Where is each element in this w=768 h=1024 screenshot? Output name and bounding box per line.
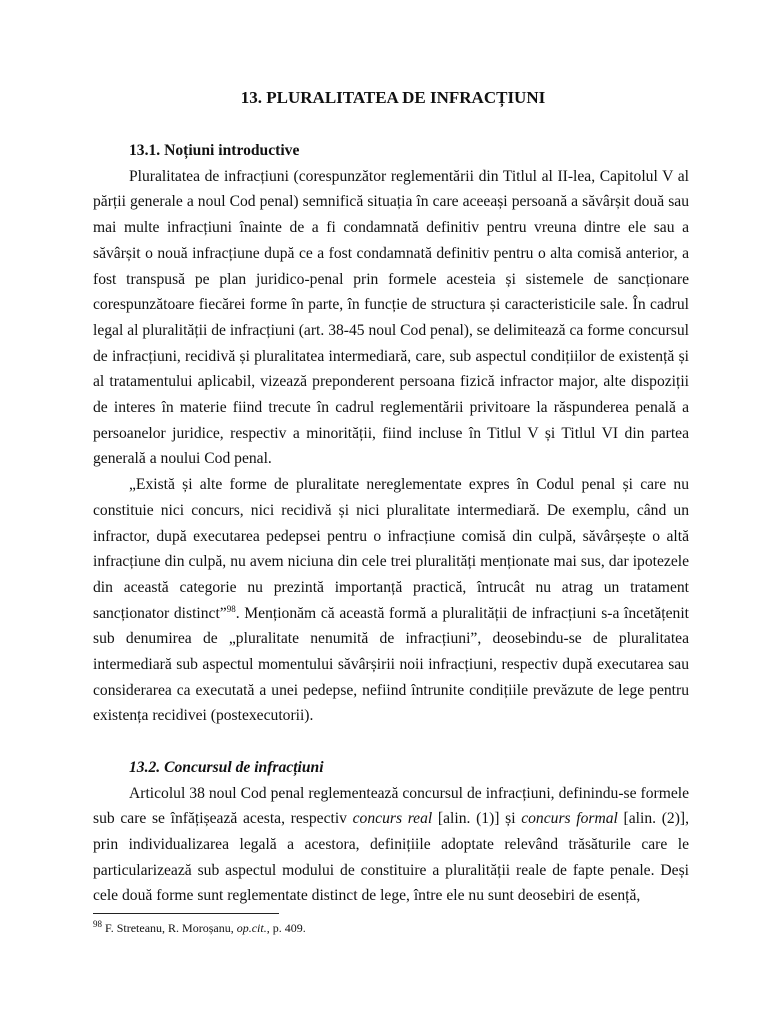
footnote-number: 98 xyxy=(93,919,102,929)
section-heading-2: 13.2. Concursul de infracțiuni xyxy=(129,758,324,776)
concurs-text-2: [alin. (1)] și xyxy=(432,810,522,828)
term-concurs-real: concurs real xyxy=(352,810,433,828)
paragraph-quote xyxy=(93,472,689,729)
footnote-source: op.cit. xyxy=(236,921,267,935)
quote-continuation: . Menționăm că această formă a pluralității de infracțiuni s-a încetățenit sub denumirea de „pluralitate nenumită de infracțiuni”, deosebindu-se de pluralitatea intermediară sub aspectul momentului săvârșirii noii infracțiuni, respectiv după executarea sau considerarea ca executată a unei pedepse, nefiind întrunite condițiile prevăzute de lege pentru existența recidivei (postexecutorii). xyxy=(93,604,689,725)
footnote-divider xyxy=(93,913,279,914)
footnote xyxy=(93,920,689,936)
paragraph-intro: Pluralitatea de infracțiuni (corespunzător reglementării din Titlul al II-lea, Capitolul V al părții generale a noul Cod penal) semnifică situația în care aceeași persoană a săvârșit două sau mai multe infracțiuni înainte de a fi condamnată definitiv pentru vreuna dintre ele sau a săvârșit o nouă infracțiune după ce a fost condamnată definitiv pentru o alta comisă anterior, a fost transpusă pe plan juridico-penal prin formele acesteia și sistemele de sancționare corespunzătoare fiecărei forme în parte, în funcție de structura și caracteristicile sale. În cadrul legal al pluralității de infracțiuni (art. 38-45 noul Cod penal), se delimitează ca forme concursul de infracțiuni, recidivă și pluralitatea intermediară, care, sub aspectul condițiilor de existență și al tratamentului aplicabil, vizează preponderent persoana fizică infractor major, alte dispoziții de interes în materie fiind trecute în cadrul reglementării privitoare la răspunderea penală a persoanelor juridice, respectiv a minorității, fiind incluse în Titlul V și Titlul VI din partea generală a noului Cod penal. xyxy=(93,167,689,468)
footnote-page: , p. 409. xyxy=(266,921,306,935)
page-title: 13. PLURALITATEA DE INFRACȚIUNI xyxy=(240,88,546,107)
concurs-text-1: Articolul 38 noul Cod penal reglementează concursul de infracțiuni, definindu-se formele sub care se înfățișează acesta, respectiv xyxy=(93,784,689,828)
footnote-reference: 98 xyxy=(226,603,236,614)
footnote-authors: F. Streteanu, R. Moroșanu, xyxy=(102,921,237,935)
document-body xyxy=(93,138,689,909)
quote-text: „Există și alte forme de pluralitate nereglementate expres în Codul penal și care nu constituie nici concurs, nici recidivă și nici pluralitate intermediară. De exemplu, când un infractor, după executarea pedepsei pentru o infracțiune comisă din culpă, săvârșește o altă infracțiune din culpă, nu avem niciuna din cele trei pluralități menționate mai sus, dar ipotezele din această categorie nu prezintă importanță practică, întrucât nu atrag un tratament sancționator distinct” xyxy=(93,476,689,622)
paragraph-concurs xyxy=(93,781,689,910)
concurs-text-3: [alin. (2)], prin individualizarea legală a acestora, definițiile adoptate relevând trăsăturile care le particularizează sub aspectul modului de constituire a pluralității reale de fapte penale. Deși cele două forme sunt reglementate distinct de lege, între ele nu sunt deosebiri de esență, xyxy=(93,810,689,905)
term-concurs-formal: concurs formal xyxy=(521,810,618,828)
section-heading-1: 13.1. Noțiuni introductive xyxy=(129,142,300,159)
